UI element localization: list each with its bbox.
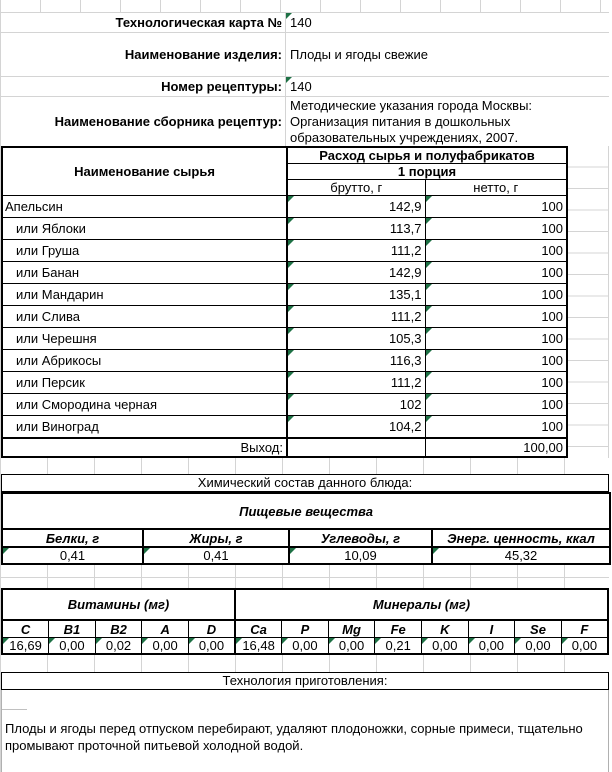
ingredient-row	[2, 262, 567, 284]
col-header-netto: нетто, г	[425, 180, 567, 196]
cell-flag-icon	[426, 240, 432, 246]
cell-flag-icon	[562, 638, 568, 644]
ingredient-netto-cell[interactable]: 100	[425, 306, 567, 328]
ingredient-name-cell[interactable]: или Смородина черная	[2, 394, 287, 416]
ingredients-body	[2, 196, 567, 439]
ingredient-netto-cell[interactable]: 100	[425, 394, 567, 416]
cell-flag-icon	[426, 262, 432, 268]
mineral-col-header: Ca	[235, 620, 282, 638]
cell-flag-icon	[426, 394, 432, 400]
recipe-number-cell[interactable]	[286, 77, 609, 96]
cell-flag-icon	[286, 13, 292, 19]
vitamins-title: Витамины (мг)	[2, 589, 235, 620]
ingredient-brutto-cell[interactable]: 105,3	[287, 328, 425, 350]
recipe-source-row	[1, 97, 609, 146]
vitamin-col-header: A	[142, 620, 189, 638]
ingredient-name-cell[interactable]: или Груша	[2, 240, 287, 262]
nutrient-col-header: Энерг. ценность, ккал	[432, 529, 610, 547]
total-brutto-cell[interactable]	[287, 438, 425, 457]
mineral-value-cell[interactable]: 16,48	[235, 638, 282, 655]
ingredient-name-cell[interactable]: или Яблоки	[2, 218, 287, 240]
ingredient-netto-cell[interactable]: 100	[425, 350, 567, 372]
ingredient-brutto-cell[interactable]: 104,2	[287, 416, 425, 439]
product-name-label: Наименование изделия:	[1, 33, 286, 76]
ingredient-netto-cell[interactable]: 100	[425, 328, 567, 350]
cell-flag-icon	[288, 240, 294, 246]
nutrients-table	[1, 492, 611, 565]
col-header-brutto: брутто, г	[287, 180, 425, 196]
ingredients-table	[1, 146, 568, 458]
cell-flag-icon	[288, 372, 294, 378]
cell-flag-icon	[426, 284, 432, 290]
recipe-number-row	[1, 77, 609, 97]
mineral-col-header: Se	[515, 620, 562, 638]
cell-flag-icon	[288, 350, 294, 356]
ingredient-netto-cell[interactable]: 100	[425, 196, 567, 218]
cell-flag-icon	[3, 548, 9, 554]
ingredient-row	[2, 350, 567, 372]
technology-title: Технология приготовления:	[1, 672, 609, 690]
cell-flag-icon	[49, 638, 55, 644]
mineral-value-cell[interactable]: 0,00	[515, 638, 562, 655]
cell-flag-icon	[3, 638, 9, 644]
tech-card-number-cell[interactable]	[286, 13, 609, 32]
vitamins-minerals-table	[1, 588, 609, 655]
ingredient-brutto-cell[interactable]: 116,3	[287, 350, 425, 372]
recipe-source-line: Методические указания города Москвы:	[290, 98, 533, 113]
nutrients-values-row	[2, 547, 610, 564]
empty-grid-column	[568, 146, 609, 458]
nutrients-title: Пищевые вещества	[2, 493, 610, 529]
vitamin-col-header: D	[188, 620, 235, 638]
ingredient-row	[2, 284, 567, 306]
ingredients-section	[1, 146, 609, 458]
product-name-cell[interactable]	[286, 33, 609, 76]
cell-flag-icon	[426, 350, 432, 356]
cell-flag-icon	[288, 306, 294, 312]
cell-flag-icon	[288, 284, 294, 290]
cell-flag-icon	[469, 638, 475, 644]
mineral-value-cell[interactable]: 0,00	[421, 638, 468, 655]
ingredient-name-cell[interactable]: Апельсин	[2, 196, 287, 218]
vitamin-value-cell[interactable]: 0,00	[142, 638, 189, 655]
ingredient-netto-cell[interactable]: 100	[425, 218, 567, 240]
product-name-row	[1, 33, 609, 77]
recipe-number: 140	[290, 79, 312, 94]
nutrient-col-header: Белки, г	[2, 529, 143, 547]
ingredient-name-cell[interactable]: или Мандарин	[2, 284, 287, 306]
cell-flag-icon	[426, 328, 432, 334]
ingredient-brutto-cell[interactable]: 111,2	[287, 306, 425, 328]
vitamins-values-row	[2, 638, 608, 655]
ingredient-brutto-cell[interactable]: 111,2	[287, 372, 425, 394]
ingredient-brutto-cell[interactable]: 102	[287, 394, 425, 416]
col-header-portion: 1 порция	[287, 164, 567, 180]
mineral-col-header: P	[282, 620, 329, 638]
cell-flag-icon	[288, 196, 294, 202]
cell-flag-icon	[426, 196, 432, 202]
ingredient-row	[2, 328, 567, 350]
tech-card-label: Технологическая карта №	[1, 13, 286, 32]
vitamins-header-row	[2, 620, 608, 638]
empty-grid-row	[1, 655, 609, 672]
nutrient-value-cell[interactable]: 0,41	[143, 547, 289, 564]
total-netto-cell[interactable]: 100,00	[425, 438, 567, 457]
mineral-value-cell[interactable]: 0,21	[375, 638, 422, 655]
cell-flag-icon	[288, 394, 294, 400]
cell-flag-icon	[290, 548, 296, 554]
technology-section	[1, 690, 609, 772]
cell-flag-icon	[515, 638, 521, 644]
cell-flag-icon	[282, 638, 288, 644]
cell-flag-icon	[236, 638, 242, 644]
cell-flag-icon	[329, 638, 335, 644]
minerals-title: Минералы (мг)	[235, 589, 608, 620]
ingredient-name-cell[interactable]: или Черешня	[2, 328, 287, 350]
ingredient-row	[2, 218, 567, 240]
cell-flag-icon	[286, 77, 292, 83]
cell-flag-icon	[433, 548, 439, 554]
empty-grid-row	[1, 565, 609, 577]
nutrient-value-cell[interactable]: 0,41	[2, 547, 143, 564]
ingredient-netto-cell[interactable]: 100	[425, 240, 567, 262]
ingredient-brutto-cell[interactable]: 142,9	[287, 262, 425, 284]
mineral-value-cell[interactable]: 0,00	[468, 638, 515, 655]
cell-flag-icon	[426, 306, 432, 312]
ingredient-name-cell[interactable]: или Слива	[2, 306, 287, 328]
ingredient-row	[2, 196, 567, 218]
technology-text-cell[interactable]: Плоды и ягоды перед отпуском перебирают, удаляют плодоножки, сорные примеси, тщательно промывают проточной питьевой холодной водой.	[5, 721, 583, 753]
vitamin-value-cell[interactable]: 0,02	[95, 638, 142, 655]
ingredient-row	[2, 372, 567, 394]
recipe-source-line: Организация питания в дошкольных	[290, 114, 511, 129]
nutrient-value-cell[interactable]: 10,09	[289, 547, 432, 564]
chemical-composition-title: Химический состав данного блюда:	[1, 474, 609, 492]
ingredient-row	[2, 416, 567, 439]
cell-flag-icon	[142, 638, 148, 644]
cell-flag-icon	[144, 548, 150, 554]
nutrient-col-header: Жиры, г	[143, 529, 289, 547]
ingredient-netto-cell[interactable]: 100	[425, 262, 567, 284]
cell-flag-icon	[96, 638, 102, 644]
recipe-number-label: Номер рецептуры:	[1, 77, 286, 96]
mineral-col-header: F	[561, 620, 608, 638]
cell-flag-icon	[426, 218, 432, 224]
ingredient-row	[2, 240, 567, 262]
cell-flag-icon	[422, 638, 428, 644]
mineral-value-cell[interactable]: 0,00	[328, 638, 375, 655]
nutrient-value-cell[interactable]: 45,32	[432, 547, 610, 564]
col-header-ingredient-name: Наименование сырья	[2, 147, 287, 196]
ingredient-row	[2, 306, 567, 328]
cell-flag-icon	[375, 638, 381, 644]
col-header-consumption: Расход сырья и полуфабрикатов	[287, 147, 567, 164]
product-name: Плоды и ягоды свежие	[290, 47, 428, 62]
ingredient-name-cell[interactable]: или Персик	[2, 372, 287, 394]
ingredient-name-cell[interactable]: или Виноград	[2, 416, 287, 439]
ingredient-netto-cell[interactable]: 100	[425, 284, 567, 306]
cell-flag-icon	[189, 638, 195, 644]
mineral-col-header: Mg	[328, 620, 375, 638]
recipe-source-label: Наименование сборника рецептур:	[1, 97, 286, 146]
cell-flag-icon	[426, 416, 432, 422]
vitamin-col-header: B1	[49, 620, 96, 638]
mineral-value-cell[interactable]: 0,00	[561, 638, 608, 655]
vitamin-value-cell[interactable]: 16,69	[2, 638, 49, 655]
empty-grid-row	[1, 577, 609, 588]
ingredient-name-cell[interactable]: или Банан	[2, 262, 287, 284]
mineral-col-header: K	[421, 620, 468, 638]
vitamin-value-cell[interactable]: 0,00	[49, 638, 96, 655]
empty-grid-row	[1, 458, 609, 474]
ingredient-brutto-cell[interactable]: 113,7	[287, 218, 425, 240]
ingredient-netto-cell[interactable]: 100	[425, 372, 567, 394]
tech-card-number: 140	[290, 15, 312, 30]
mineral-value-cell[interactable]: 0,00	[282, 638, 329, 655]
empty-grid-row	[1, 0, 609, 13]
cell-flag-icon	[288, 218, 294, 224]
nutrients-header-row	[2, 529, 610, 547]
ingredient-brutto-cell[interactable]: 142,9	[287, 196, 425, 218]
nutrient-col-header: Углеводы, г	[289, 529, 432, 547]
recipe-source-line: образовательных учреждениях, 2007.	[290, 130, 519, 145]
total-label-cell[interactable]: Выход:	[2, 438, 287, 457]
ingredient-name-cell[interactable]: или Абрикосы	[2, 350, 287, 372]
recipe-source-cell[interactable]	[286, 97, 609, 146]
ingredient-row	[2, 394, 567, 416]
page-break-mark	[2, 709, 27, 710]
ingredient-brutto-cell[interactable]: 111,2	[287, 240, 425, 262]
cell-flag-icon	[288, 416, 294, 422]
cell-flag-icon	[426, 372, 432, 378]
mineral-col-header: Fe	[375, 620, 422, 638]
cell-flag-icon	[288, 328, 294, 334]
vitamin-value-cell[interactable]: 0,00	[188, 638, 235, 655]
mineral-col-header: I	[468, 620, 515, 638]
cell-flag-icon	[288, 262, 294, 268]
ingredient-brutto-cell[interactable]: 135,1	[287, 284, 425, 306]
tech-card-row	[1, 13, 609, 33]
vitamin-col-header: B2	[95, 620, 142, 638]
ingredient-netto-cell[interactable]: 100	[425, 416, 567, 439]
total-row	[2, 438, 567, 457]
vitamin-col-header: C	[2, 620, 49, 638]
